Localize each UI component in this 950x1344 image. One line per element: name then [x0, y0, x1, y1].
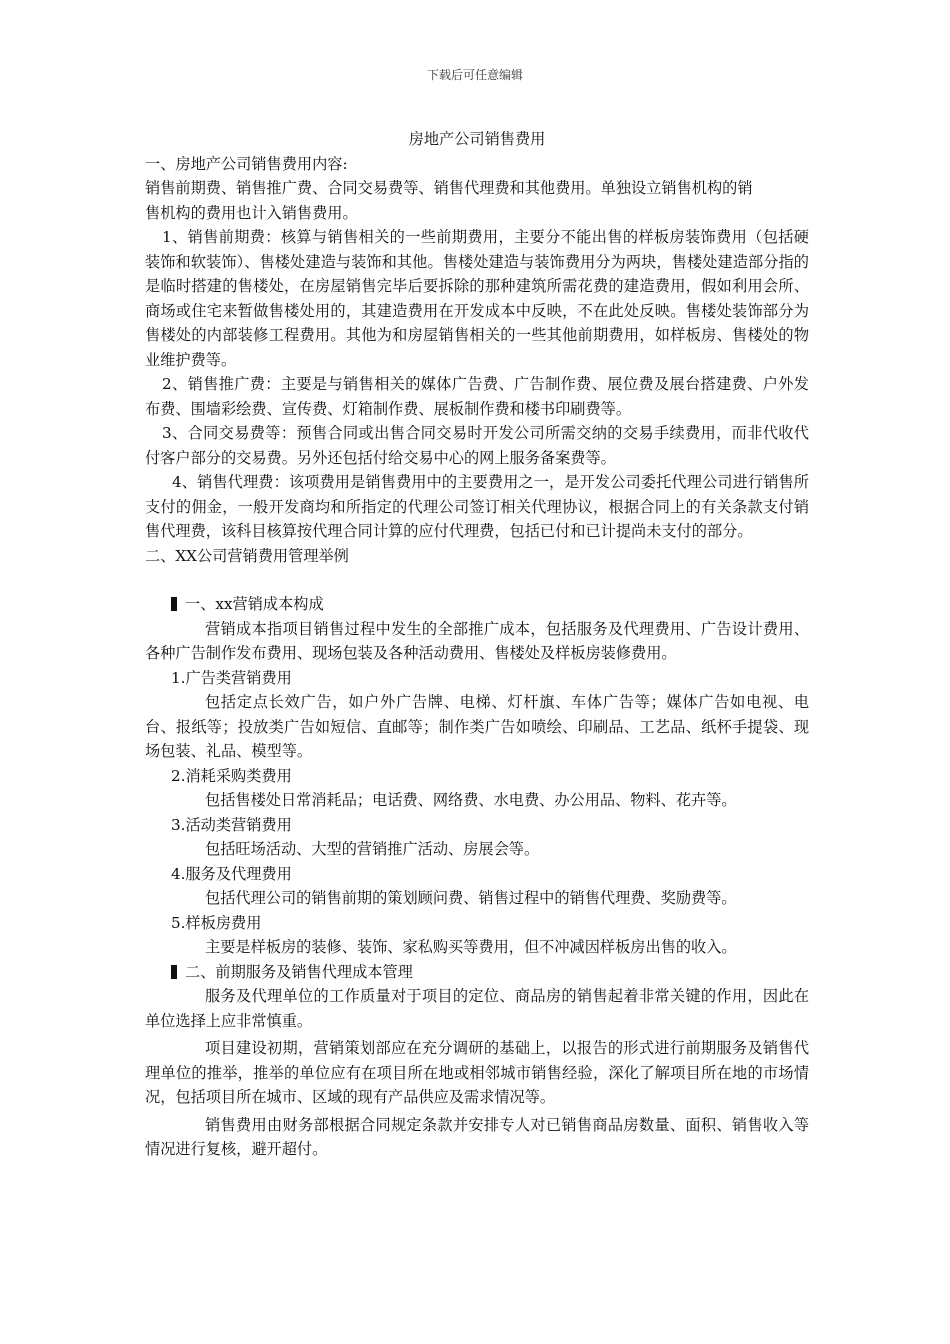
- cost-item-title: 4.服务及代理费用: [171, 864, 292, 883]
- bullet-marker-icon: [171, 965, 177, 979]
- cost-item-desc: 包括旺场活动、大型的营销推广活动、房展会等。: [205, 840, 540, 858]
- part1-item2: 2、销售推广费：主要是与销售相关的媒体广告费、广告制作费、展位费及展台搭建费、户外发布费、围墙彩绘费、宣传费、灯箱制作费、展板制作费和楼书印刷费等。: [145, 375, 809, 418]
- cost-item-title: 1.广告类营销费用: [171, 668, 292, 687]
- part1-item4: 4、销售代理费：该项费用是销售费用中的主要费用之一，是开发公司委托代理公司进行销售所支付的佣金，一般开发商均和所指定的代理公司签订相关代理协议，根据合同上的有关条款支付销售代理费，该科目核算按代理合同计算的应付代理费，包括已付和已计提尚未支付的部分。: [145, 473, 809, 540]
- cost-item-desc: 主要是样板房的装修、装饰、家私购买等费用，但不冲减因样板房出售的收入。: [205, 938, 737, 956]
- page-title: 房地产公司销售费用: [408, 130, 546, 148]
- document-body: [145, 127, 809, 1162]
- part1-intro-line2: 售机构的费用也计入销售费用。: [145, 203, 358, 222]
- section1-intro: 营销成本指项目销售过程中发生的全部推广成本，包括服务及代理费用、广告设计费用、各种广告制作发布费用、现场包装及各种活动费用、售楼处及样板房装修费用。: [145, 619, 809, 662]
- section2-para2: 项目建设初期，营销策划部应在充分调研的基础上，以报告的形式进行前期服务及销售代理单位的推举，推举的单位应有在项目所在地或相邻城市销售经验，深化了解项目所在地的市场情况，包括项目所在城市、区域的现有产品供应及需求情况等。: [145, 1039, 809, 1106]
- header-note: 下载后可任意编辑: [426, 68, 523, 82]
- cost-item-title: 5.样板房费用: [171, 913, 262, 932]
- cost-item-desc: 包括代理公司的销售前期的策划顾问费、销售过程中的销售代理费、奖励费等。: [205, 889, 737, 907]
- part1-intro-line1: 销售前期费、销售推广费、合同交易费等、销售代理费和其他费用。单独设立销售机构的销: [145, 179, 753, 197]
- section2-para3: 销售费用由财务部根据合同规定条款并安排专人对已销售商品房数量、面积、销售收入等情况进行复核，避开超付。: [145, 1115, 809, 1158]
- part1-item1: 1、销售前期费：核算与销售相关的一些前期费用，主要分不能出售的样板房装饰费用（包括硬装饰和软装饰）、售楼处建造与装饰和其他。售楼处建造与装饰费用分为两块，售楼处建造部分指的是临时搭建的售楼处，在房屋销售完毕后要拆除的那种建筑所需花费的建造费用，假如利用会所、商场或住宅来暂做售楼处用的，其建造费用在开发成本中反映，不在此处反映。售楼处装饰部分为售楼处的内部装修工程费用。其他为和房屋销售相关的一些其他前期费用，如样板房、售楼处的物业维护费等。: [145, 228, 809, 369]
- section2-heading-text: 二、前期服务及销售代理成本管理: [185, 962, 413, 981]
- cost-item-desc: 包括定点长效广告，如户外广告牌、电梯、灯杆旗、车体广告等；媒体广告如电视、电台、报纸等；投放类广告如短信、直邮等；制作类广告如喷绘、印刷品、工艺品、纸杯手提袋、现场包装、礼品、模型等。: [145, 693, 809, 760]
- cost-item-desc: 包括售楼处日常消耗品；电话费、网络费、水电费、办公用品、物料、花卉等。: [205, 791, 737, 809]
- part1-heading: 一、房地产公司销售费用内容:: [145, 154, 348, 173]
- section2-heading: [145, 960, 809, 985]
- cost-item-title: 2.消耗采购类费用: [171, 766, 292, 785]
- section1-heading: [145, 592, 809, 617]
- cost-item-title: 3.活动类营销费用: [171, 815, 292, 834]
- part1-item3: 3、合同交易费等：预售合同或出售合同交易时开发公司所需交纳的交易手续费用，而非代收代付客户部分的交易费。另外还包括付给交易中心的网上服务备案费等。: [145, 424, 809, 467]
- section1-heading-text: 一、xx营销成本构成: [185, 595, 324, 613]
- part2-heading: 二、XX公司营销费用管理举例: [145, 546, 349, 565]
- spacer: [145, 568, 809, 592]
- section2-para1: 服务及代理单位的工作质量对于项目的定位、商品房的销售起着非常关键的作用，因此在单位选择上应非常慎重。: [145, 987, 809, 1030]
- bullet-marker-icon: [171, 597, 177, 611]
